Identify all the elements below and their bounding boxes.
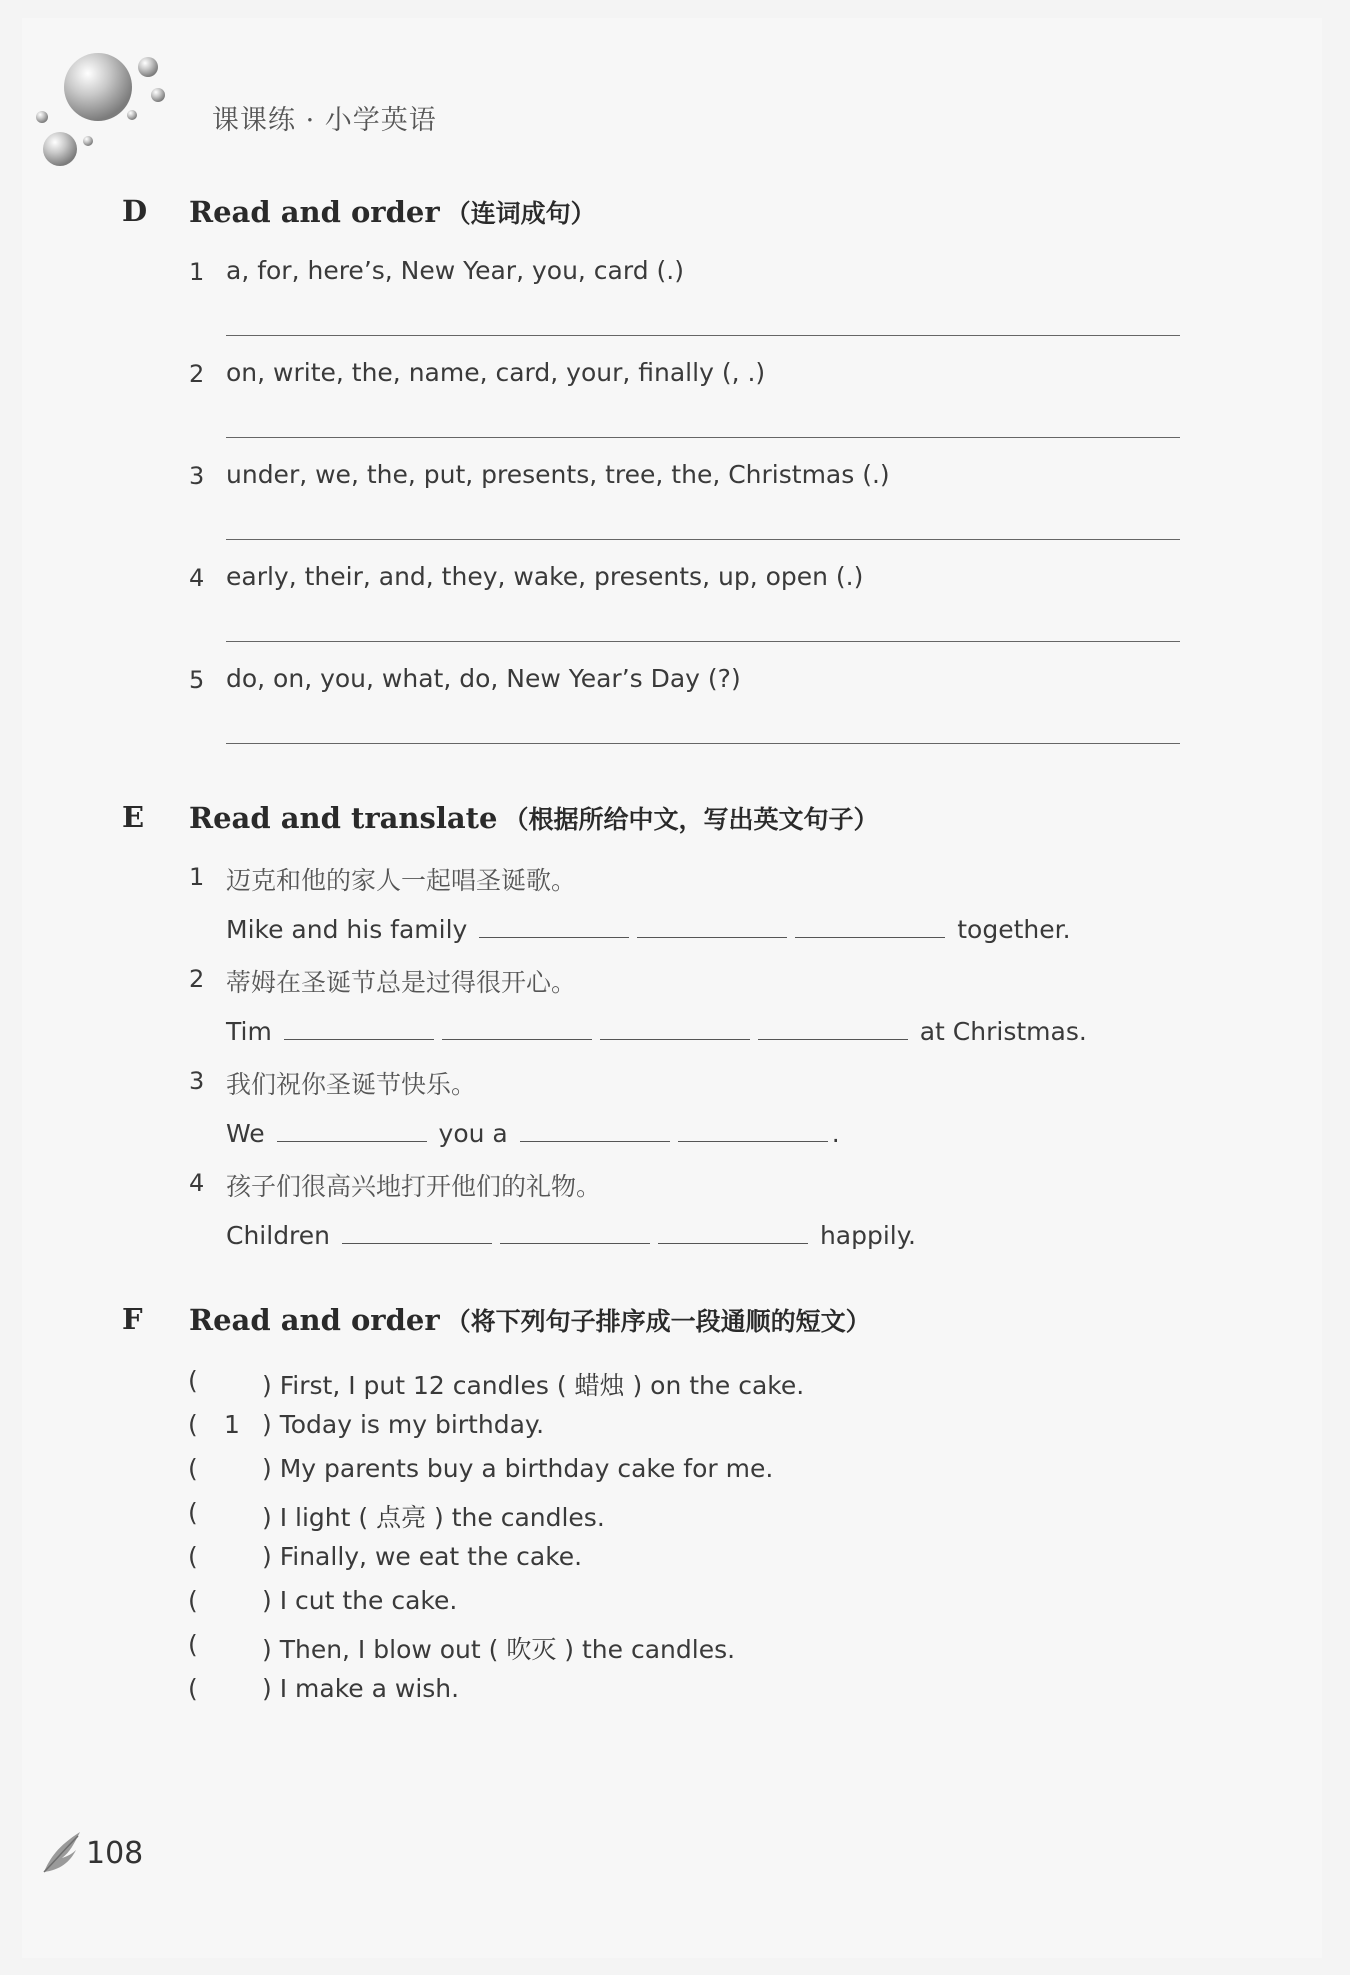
f-row-7-text: ) Then, I blow out ( 吹灭 ) the candles. [262, 1635, 736, 1664]
f-order-row-8 [0, 1674, 1350, 1708]
f-row-3-paren: ( [188, 1454, 198, 1483]
section-f-subtitle: （将下列句子排序成一段通顺的短文） [445, 1307, 871, 1336]
f-row-5-paren: ( [188, 1542, 198, 1571]
bubbles-logo-icon [30, 45, 170, 175]
e-item-3-number: 3 [189, 1067, 205, 1095]
f-order-row-4 [0, 1498, 1350, 1532]
answer-blank[interactable] [500, 1219, 650, 1244]
page-number: 108 [86, 1836, 144, 1871]
e-item-4-suffix: happily. [819, 1221, 916, 1250]
e-item-4-sentence [226, 1219, 916, 1250]
e-item-2-sentence [226, 1015, 1087, 1046]
d-item-3-text: under, we, the, put, presents, tree, the, Christmas (.) [226, 460, 890, 489]
f-row-6-paren: ( [188, 1586, 198, 1615]
d-item-5-answer-line[interactable] [226, 743, 1180, 744]
d-item-1-number: 1 [189, 258, 205, 286]
d-item-4-text: early, their, and, they, wake, presents, up, open (.) [226, 562, 864, 591]
section-d-subtitle: （连词成句） [445, 199, 596, 228]
f-row-1-text: ) First, I put 12 candles ( 蜡烛 ) on the cake. [262, 1371, 805, 1400]
f-row-4-text: ) I light ( 点亮 ) the candles. [262, 1503, 605, 1532]
section-e-letter: E [122, 800, 145, 834]
f-order-row-1 [0, 1366, 1350, 1400]
section-e-title-en: Read and translate [189, 801, 498, 835]
e-item-4-number: 4 [189, 1169, 205, 1197]
f-row-8-paren: ( [188, 1674, 198, 1703]
f-order-row-7 [0, 1630, 1350, 1664]
answer-blank[interactable] [658, 1219, 808, 1244]
f-row-8-text: ) I make a wish. [262, 1674, 460, 1703]
section-f-title-en: Read and order [189, 1303, 440, 1337]
e-item-2-chinese: 蒂姆在圣诞节总是过得很开心。 [226, 968, 577, 997]
feather-icon [40, 1828, 86, 1876]
answer-blank[interactable] [277, 1117, 427, 1142]
d-item-1-text: a, for, here’s, New Year, you, card (.) [226, 256, 684, 285]
f-row-2-paren: ( [188, 1410, 198, 1439]
answer-blank[interactable] [479, 913, 629, 938]
f-row-7-paren: ( [188, 1630, 198, 1659]
e-item-2-number: 2 [189, 965, 205, 993]
f-order-row-6 [0, 1586, 1350, 1620]
d-item-2-number: 2 [189, 360, 205, 388]
f-row-4-paren: ( [188, 1498, 198, 1527]
section-e-subtitle: （根据所给中文，写出英文句子） [503, 805, 879, 834]
answer-blank[interactable] [795, 913, 945, 938]
e-item-1-chinese: 迈克和他的家人一起唱圣诞歌。 [226, 866, 577, 895]
e-item-1-number: 1 [189, 863, 205, 891]
e-item-1-sentence [226, 913, 1071, 944]
d-item-3-number: 3 [189, 462, 205, 490]
f-row-6-text: ) I cut the cake. [262, 1586, 458, 1615]
answer-blank[interactable] [600, 1015, 750, 1040]
section-d-title-en: Read and order [189, 195, 440, 229]
e-item-2-prefix: Tim [226, 1017, 272, 1046]
e-item-4-prefix: Children [226, 1221, 331, 1250]
answer-blank[interactable] [284, 1015, 434, 1040]
d-item-4-answer-line[interactable] [226, 641, 1180, 642]
section-f-letter: F [122, 1302, 143, 1336]
d-item-5-number: 5 [189, 666, 205, 694]
f-row-2-answer[interactable]: 1 [224, 1410, 240, 1439]
f-row-1-paren: ( [188, 1366, 198, 1395]
answer-blank[interactable] [342, 1219, 492, 1244]
answer-blank[interactable] [637, 913, 787, 938]
section-e-title [189, 800, 879, 836]
d-item-3-answer-line[interactable] [226, 539, 1180, 540]
e-item-3-chinese: 我们祝你圣诞节快乐。 [226, 1070, 477, 1099]
answer-blank[interactable] [442, 1015, 592, 1040]
d-item-4-number: 4 [189, 564, 205, 592]
e-item-1-prefix: Mike and his family [226, 915, 468, 944]
f-order-row-2 [0, 1410, 1350, 1444]
d-item-5-text: do, on, you, what, do, New Year’s Day (?) [226, 664, 741, 693]
section-d-title [189, 194, 596, 230]
e-item-3-suffix: . [831, 1119, 840, 1148]
e-item-3-prefix: We [226, 1119, 265, 1148]
e-item-3-middle: you a [438, 1119, 508, 1148]
answer-blank[interactable] [520, 1117, 670, 1142]
section-d-letter: D [122, 194, 148, 228]
header-title: 课课练 · 小学英语 [212, 105, 437, 136]
f-order-row-3 [0, 1454, 1350, 1488]
f-row-5-text: ) Finally, we eat the cake. [262, 1542, 583, 1571]
f-row-3-text: ) My parents buy a birthday cake for me. [262, 1454, 774, 1483]
d-item-2-answer-line[interactable] [226, 437, 1180, 438]
d-item-1-answer-line[interactable] [226, 335, 1180, 336]
f-row-2-text: ) Today is my birthday. [262, 1410, 545, 1439]
page-sheet [22, 18, 1322, 1958]
answer-blank[interactable] [678, 1117, 828, 1142]
e-item-1-suffix: together. [957, 915, 1071, 944]
e-item-2-suffix: at Christmas. [919, 1017, 1087, 1046]
d-item-2-text: on, write, the, name, card, your, finally (, .) [226, 358, 766, 387]
section-f-title [189, 1302, 871, 1338]
e-item-4-chinese: 孩子们很高兴地打开他们的礼物。 [226, 1172, 602, 1201]
e-item-3-sentence [226, 1117, 840, 1148]
answer-blank[interactable] [758, 1015, 908, 1040]
f-order-row-5 [0, 1542, 1350, 1576]
